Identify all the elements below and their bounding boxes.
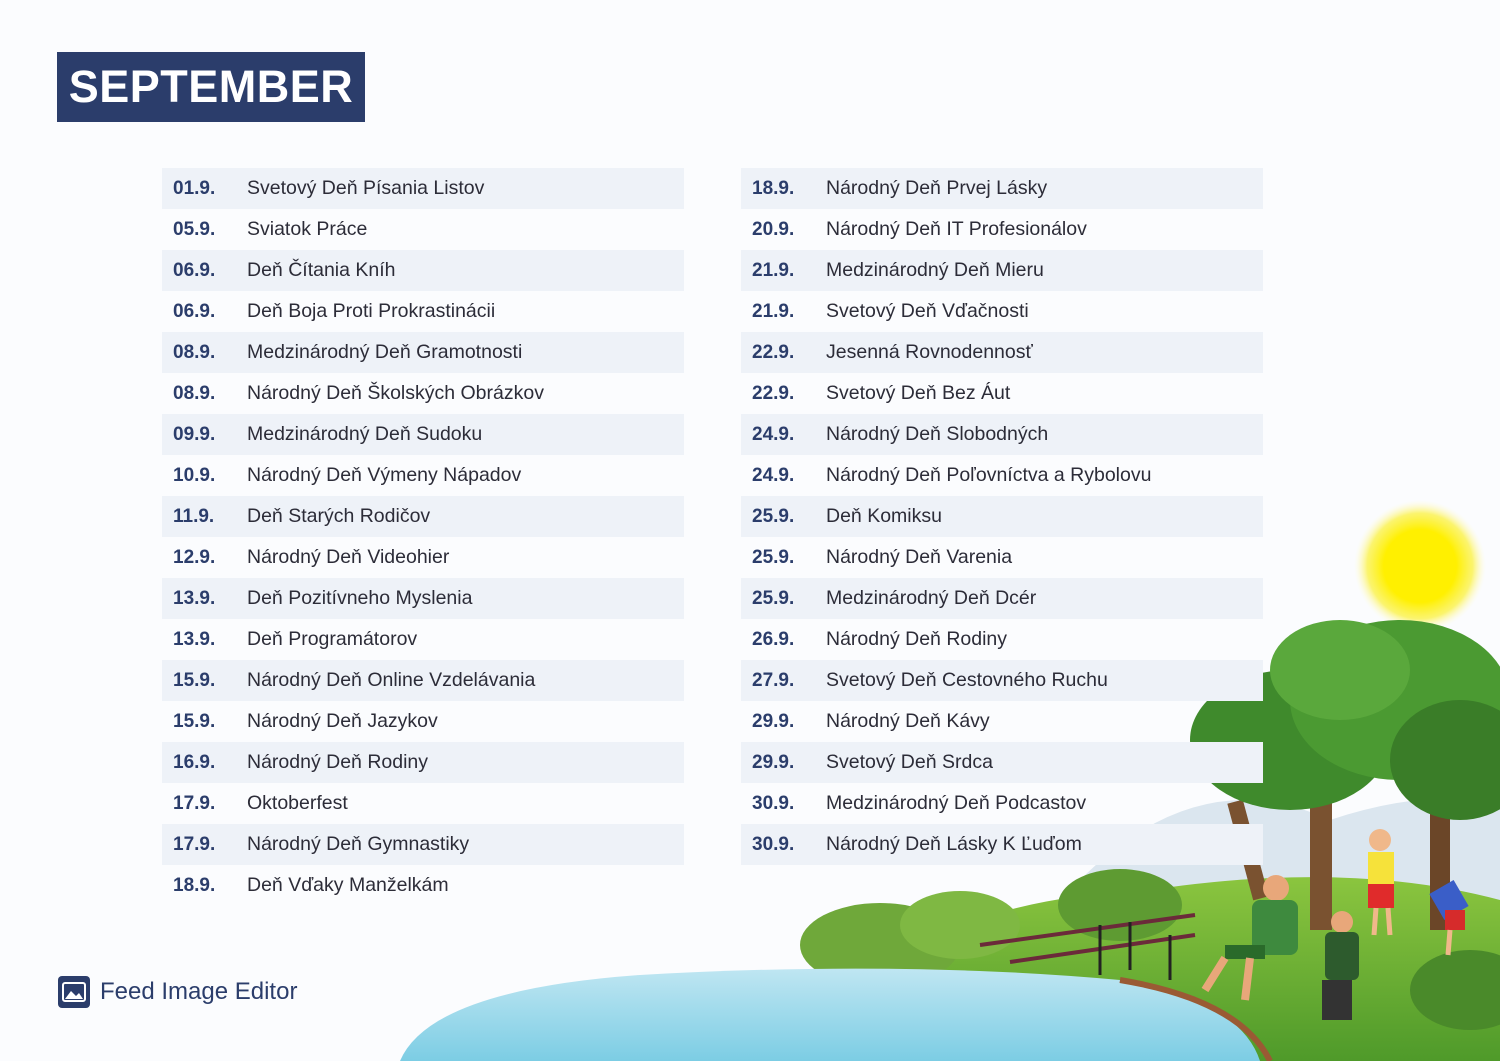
event-row [162, 783, 684, 824]
event-name: Národný Deň Slobodných [826, 423, 1049, 445]
event-date: 20.9. [752, 218, 795, 240]
event-date: 17.9. [173, 792, 216, 814]
event-date: 13.9. [173, 587, 216, 609]
event-date: 21.9. [752, 300, 795, 322]
month-title: SEPTEMBER [68, 61, 354, 112]
event-row [741, 742, 1263, 783]
event-name: Svetový Deň Cestovného Ruchu [826, 669, 1108, 691]
event-name: Svetový Deň Srdca [826, 751, 993, 773]
event-row [162, 291, 684, 332]
event-row [741, 373, 1263, 414]
event-name: Deň Vďaky Manželkám [247, 874, 449, 896]
event-name: Deň Programátorov [247, 628, 418, 650]
event-row [162, 701, 684, 742]
brand-name: Feed Image Editor [100, 978, 298, 1005]
events-list-left [162, 168, 684, 906]
event-row [162, 824, 684, 865]
event-row [741, 824, 1263, 865]
event-date: 08.9. [173, 341, 216, 363]
event-date: 25.9. [752, 505, 795, 527]
event-name: Národný Deň Poľovníctva a Rybolovu [826, 464, 1152, 486]
event-name: Svetový Deň Bez Áut [826, 382, 1011, 404]
sun-icon [1354, 500, 1486, 632]
event-name: Sviatok Práce [247, 218, 368, 240]
event-row [741, 332, 1263, 373]
event-row [162, 865, 684, 906]
event-name: Národný Deň Kávy [826, 710, 990, 732]
event-date: 11.9. [173, 505, 215, 527]
event-row [741, 414, 1263, 455]
event-row [162, 168, 684, 209]
event-date: 27.9. [752, 669, 795, 691]
tree-canopy [1270, 620, 1410, 720]
event-name: Národný Deň Jazykov [247, 710, 438, 732]
event-row [162, 209, 684, 250]
event-name: Oktoberfest [247, 792, 348, 814]
event-row [741, 783, 1263, 824]
event-row [162, 496, 684, 537]
event-name: Svetový Deň Vďačnosti [826, 300, 1029, 322]
event-row [741, 578, 1263, 619]
event-row [162, 250, 684, 291]
event-row [162, 332, 684, 373]
event-name: Medzinárodný Deň Podcastov [826, 792, 1087, 814]
event-row [741, 496, 1263, 537]
event-date: 10.9. [173, 464, 216, 486]
event-date: 29.9. [752, 710, 795, 732]
event-date: 30.9. [752, 833, 795, 855]
event-date: 15.9. [173, 669, 216, 691]
event-name: Národný Deň Lásky K Ľuďom [826, 833, 1082, 855]
event-name: Národný Deň Školských Obrázkov [247, 382, 544, 404]
event-row [741, 701, 1263, 742]
event-name: Národný Deň Varenia [826, 546, 1013, 568]
event-name: Národný Deň Rodiny [247, 751, 429, 773]
event-row [741, 291, 1263, 332]
event-date: 22.9. [752, 341, 795, 363]
event-date: 18.9. [752, 177, 795, 199]
event-row [162, 537, 684, 578]
event-name: Národný Deň Online Vzdelávania [247, 669, 536, 691]
event-name: Medzinárodný Deň Sudoku [247, 423, 483, 445]
event-name: Deň Boja Proti Prokrastinácii [247, 300, 496, 322]
event-date: 08.9. [173, 382, 216, 404]
event-name: Deň Pozitívneho Myslenia [247, 587, 473, 609]
event-date: 25.9. [752, 587, 795, 609]
event-date: 24.9. [752, 423, 795, 445]
event-row [741, 168, 1263, 209]
event-name: Medzinárodný Deň Mieru [826, 259, 1044, 281]
event-date: 21.9. [752, 259, 795, 281]
event-date: 18.9. [173, 874, 216, 896]
brand-logo [57, 975, 297, 1009]
event-name: Jesenná Rovnodennosť [826, 341, 1033, 363]
event-date: 06.9. [173, 300, 216, 322]
event-date: 15.9. [173, 710, 216, 732]
event-name: Deň Starých Rodičov [247, 505, 431, 527]
event-date: 29.9. [752, 751, 795, 773]
event-row [162, 578, 684, 619]
event-name: Deň Komiksu [826, 505, 942, 527]
event-name: Národný Deň Gymnastiky [247, 833, 470, 855]
event-date: 01.9. [173, 177, 216, 199]
event-name: Svetový Deň Písania Listov [247, 177, 485, 199]
month-title-badge [57, 52, 365, 122]
event-row [741, 537, 1263, 578]
event-row [162, 660, 684, 701]
event-date: 16.9. [173, 751, 216, 773]
event-name: Národný Deň Prvej Lásky [826, 177, 1048, 199]
image-icon [57, 975, 91, 1009]
event-date: 30.9. [752, 792, 795, 814]
event-date: 13.9. [173, 628, 216, 650]
event-row [162, 742, 684, 783]
event-row [741, 619, 1263, 660]
event-date: 09.9. [173, 423, 216, 445]
events-list-right [741, 168, 1263, 865]
event-row [741, 455, 1263, 496]
shrub [900, 891, 1020, 959]
event-name: Medzinárodný Deň Gramotnosti [247, 341, 523, 363]
event-row [162, 455, 684, 496]
event-date: 12.9. [173, 546, 216, 568]
event-name: Národný Deň Videohier [247, 546, 450, 568]
event-date: 22.9. [752, 382, 795, 404]
event-name: Deň Čítania Kníh [247, 259, 396, 281]
event-name: Národný Deň Výmeny Nápadov [247, 464, 522, 486]
event-date: 24.9. [752, 464, 795, 486]
event-row [741, 660, 1263, 701]
event-name: Národný Deň IT Profesionálov [826, 218, 1087, 240]
event-row [162, 414, 684, 455]
event-row [162, 619, 684, 660]
event-date: 05.9. [173, 218, 216, 240]
event-date: 17.9. [173, 833, 216, 855]
event-row [741, 209, 1263, 250]
event-date: 25.9. [752, 546, 795, 568]
event-name: Medzinárodný Deň Dcér [826, 587, 1037, 609]
event-date: 06.9. [173, 259, 216, 281]
event-row [162, 373, 684, 414]
event-date: 26.9. [752, 628, 795, 650]
event-name: Národný Deň Rodiny [826, 628, 1008, 650]
event-row [741, 250, 1263, 291]
